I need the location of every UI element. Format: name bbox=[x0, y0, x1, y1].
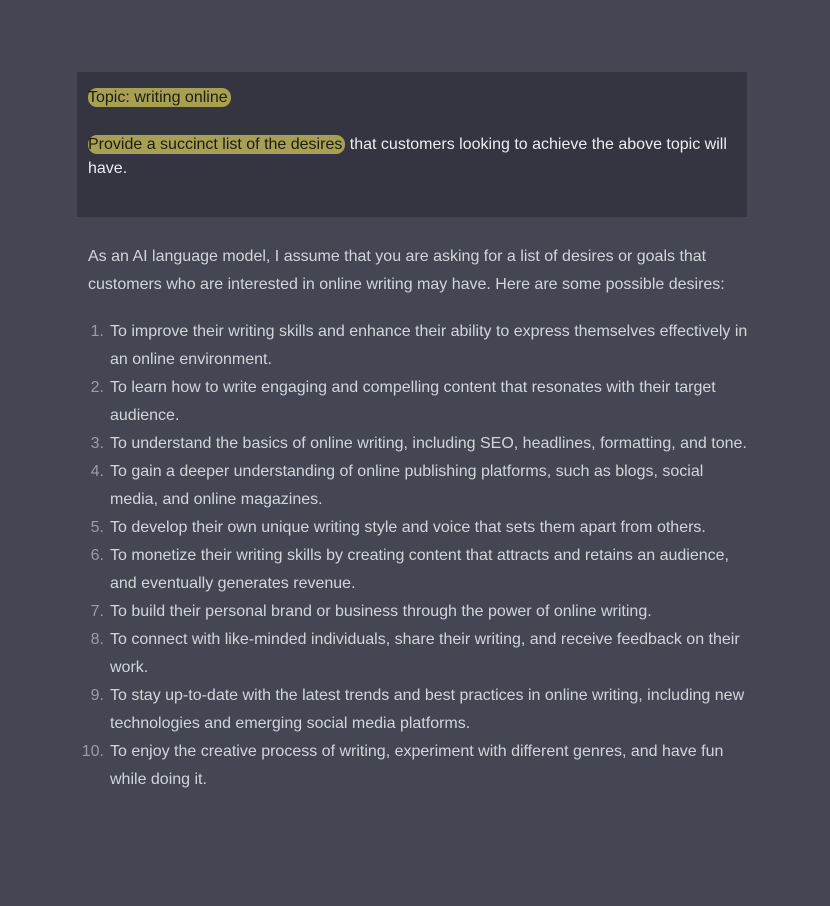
list-item bbox=[81, 738, 748, 794]
list-item bbox=[88, 374, 748, 430]
prompt-rest: that customers looking to achieve the above topic will have. bbox=[88, 136, 727, 177]
assistant-message bbox=[81, 243, 748, 794]
list-item-number: 6. bbox=[90, 547, 104, 564]
list-item bbox=[88, 318, 748, 374]
list-item-text: To stay up-to-date with the latest trends and best practices in online writing, including new technologies and emerging social media platforms. bbox=[110, 687, 745, 732]
list-item-text: To build their personal brand or business through the power of online writing. bbox=[110, 603, 652, 620]
list-item-number: 1. bbox=[90, 323, 104, 340]
list-item-text: To enjoy the creative process of writing, experiment with different genres, and have fun while doing it. bbox=[110, 743, 724, 788]
list-item-text: To connect with like-minded individuals, share their writing, and receive feedback on their work. bbox=[110, 631, 740, 676]
list-item-number: 8. bbox=[90, 631, 104, 648]
list-item-number: 10. bbox=[81, 743, 104, 760]
list-item-text: To gain a deeper understanding of online publishing platforms, such as blogs, social media, and online magazines. bbox=[110, 463, 704, 508]
prompt-highlight: Provide a succinct list of the desires bbox=[88, 135, 345, 154]
assistant-intro: As an AI language model, I assume that you are asking for a list of desires or goals that customers who are interested in online writing may have. Here are some possible desires: bbox=[88, 248, 725, 293]
list-item-number: 5. bbox=[90, 519, 104, 536]
list-item-number: 7. bbox=[90, 603, 104, 620]
list-item-text: To develop their own unique writing style and voice that sets them apart from others. bbox=[110, 519, 706, 536]
list-item bbox=[88, 598, 748, 626]
list-item bbox=[88, 430, 748, 458]
desires-list bbox=[81, 318, 748, 794]
list-item bbox=[88, 682, 748, 738]
list-item bbox=[88, 514, 748, 542]
list-item-text: To improve their writing skills and enhance their ability to express themselves effectively in an online environment. bbox=[110, 323, 748, 368]
list-item-number: 3. bbox=[90, 435, 104, 452]
user-message bbox=[77, 72, 747, 217]
list-item-text: To learn how to write engaging and compelling content that resonates with their target audience. bbox=[110, 379, 716, 424]
prompt-line bbox=[88, 133, 737, 181]
topic-highlight: Topic: writing online bbox=[88, 88, 231, 107]
list-item bbox=[88, 626, 748, 682]
list-item-text: To understand the basics of online writing, including SEO, headlines, formatting, and tone. bbox=[110, 435, 747, 452]
list-item-number: 4. bbox=[90, 463, 104, 480]
topic-line bbox=[88, 86, 737, 110]
list-item bbox=[88, 542, 748, 598]
list-item-number: 9. bbox=[90, 687, 104, 704]
list-item-number: 2. bbox=[90, 379, 104, 396]
list-item-text: To monetize their writing skills by creating content that attracts and retains an audience, and eventually generates revenue. bbox=[110, 547, 729, 592]
list-item bbox=[88, 458, 748, 514]
